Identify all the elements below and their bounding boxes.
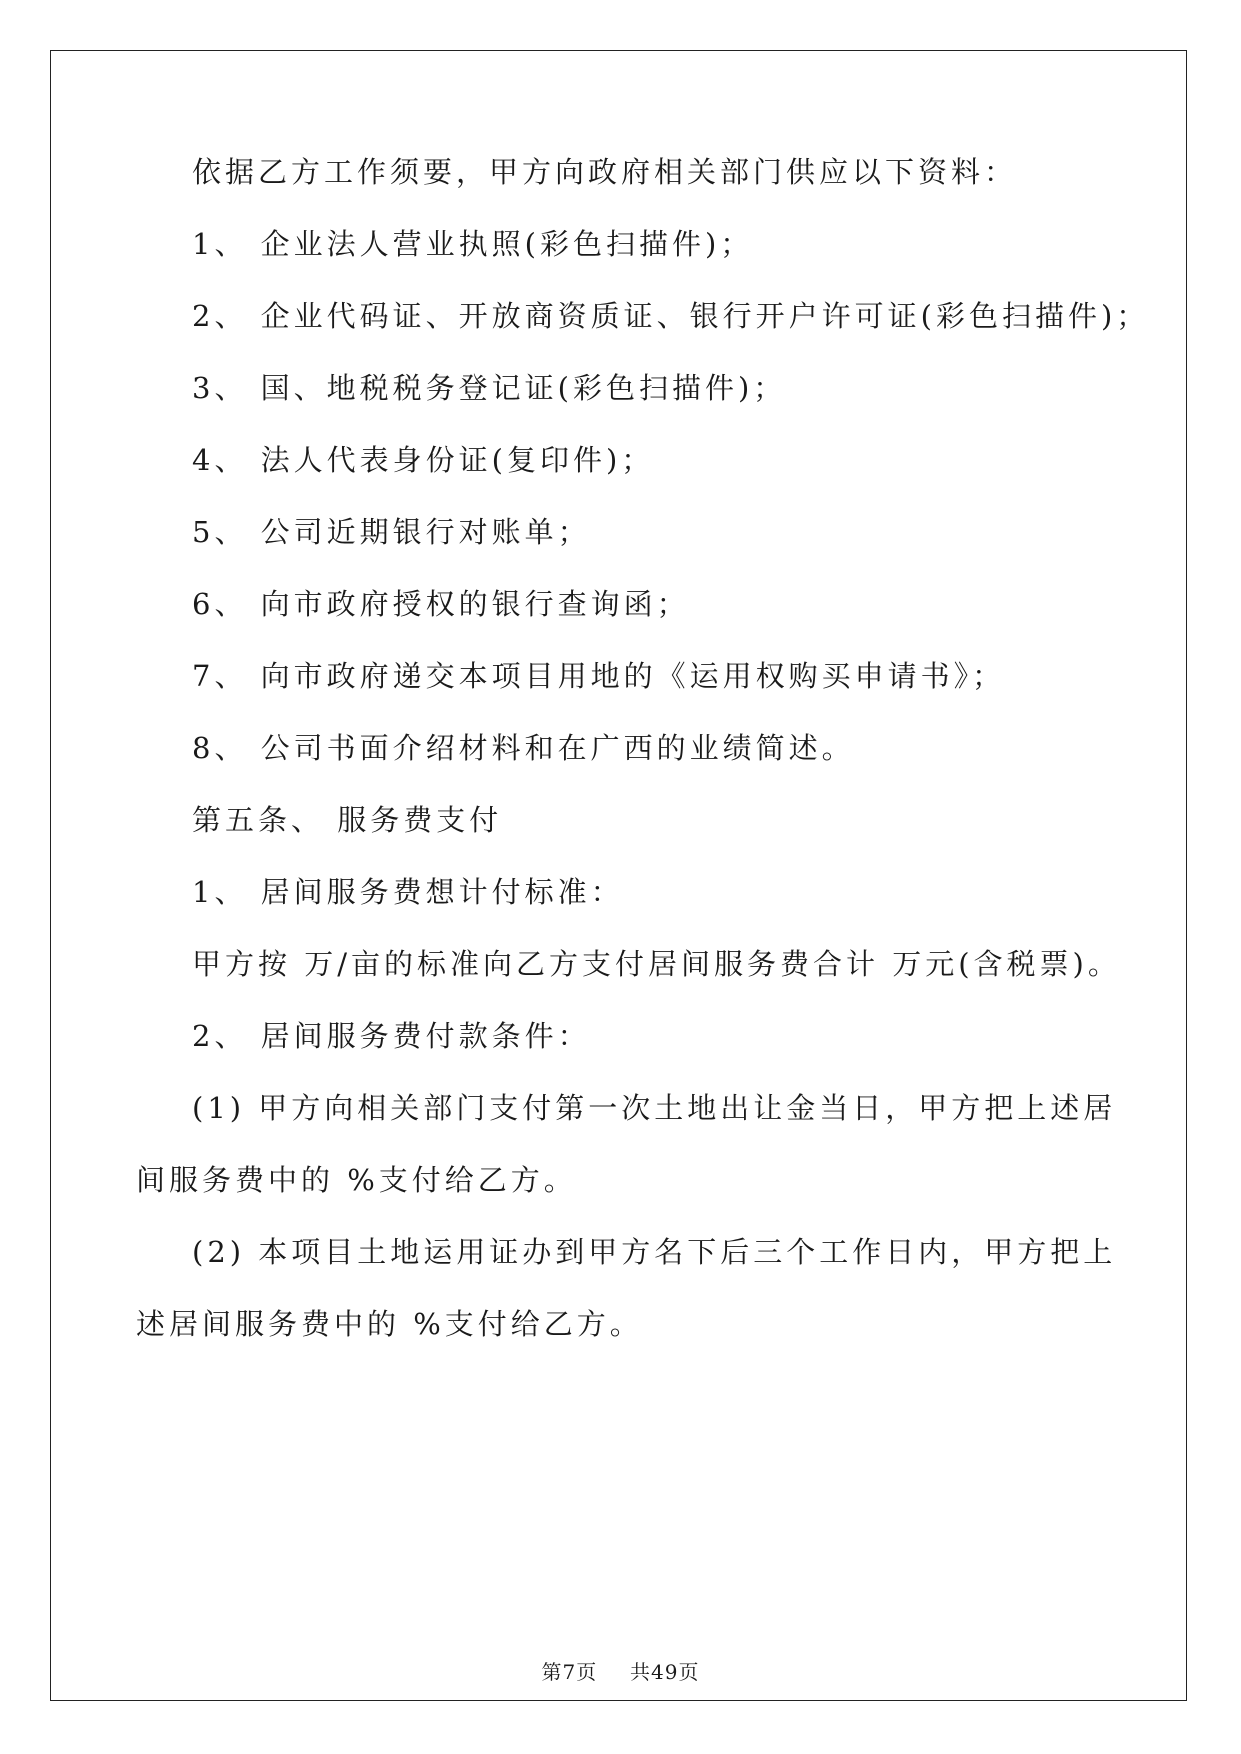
fee-standard-text: 甲方按 万/亩的标准向乙方支付居间服务费合计 万元(含税票)。 [192, 947, 1121, 981]
payment-terms-heading: 2、 居间服务费付款条件： [192, 1019, 591, 1053]
list-item-6: 6、 向市政府授权的银行查询函； [192, 587, 690, 621]
page-total: 共49页 [630, 1660, 700, 1684]
paragraph-intro: 依据乙方工作须要，甲方向政府相关部门供应以下资料： [192, 155, 1018, 189]
list-item-5: 5、 公司近期银行对账单； [192, 515, 591, 549]
payment-term-1-line-1: (1) 甲方向相关部门支付第一次土地出让金当日，甲方把上述居 [192, 1091, 1117, 1125]
fee-standard-heading: 1、 居间服务费想计付标准： [192, 875, 624, 909]
list-item-4: 4、 法人代表身份证(复印件)； [192, 443, 655, 477]
list-item-2: 2、 企业代码证、开放商资质证、银行开户许可证(彩色扫描件)； [192, 299, 1150, 333]
list-item-7: 7、 向市政府递交本项目用地的《运用权购买申请书》； [192, 659, 1006, 693]
list-item-8: 8、 公司书面介绍材料和在广西的业绩简述。 [192, 731, 855, 765]
section-heading: 第五条、 服务费支付 [192, 803, 503, 837]
payment-term-2-line-2: 述居间服务费中的 %支付给乙方。 [136, 1307, 643, 1341]
list-item-3: 3、 国、地税税务登记证(彩色扫描件)； [192, 371, 787, 405]
payment-term-2-line-1: (2) 本项目土地运用证办到甲方名下后三个工作日内，甲方把上 [192, 1235, 1117, 1269]
page-number: 第7页 [541, 1660, 598, 1684]
list-item-1: 1、 企业法人营业执照(彩色扫描件)； [192, 227, 754, 261]
payment-term-1-line-2: 间服务费中的 %支付给乙方。 [136, 1163, 577, 1197]
page-footer [0, 1660, 1241, 1684]
